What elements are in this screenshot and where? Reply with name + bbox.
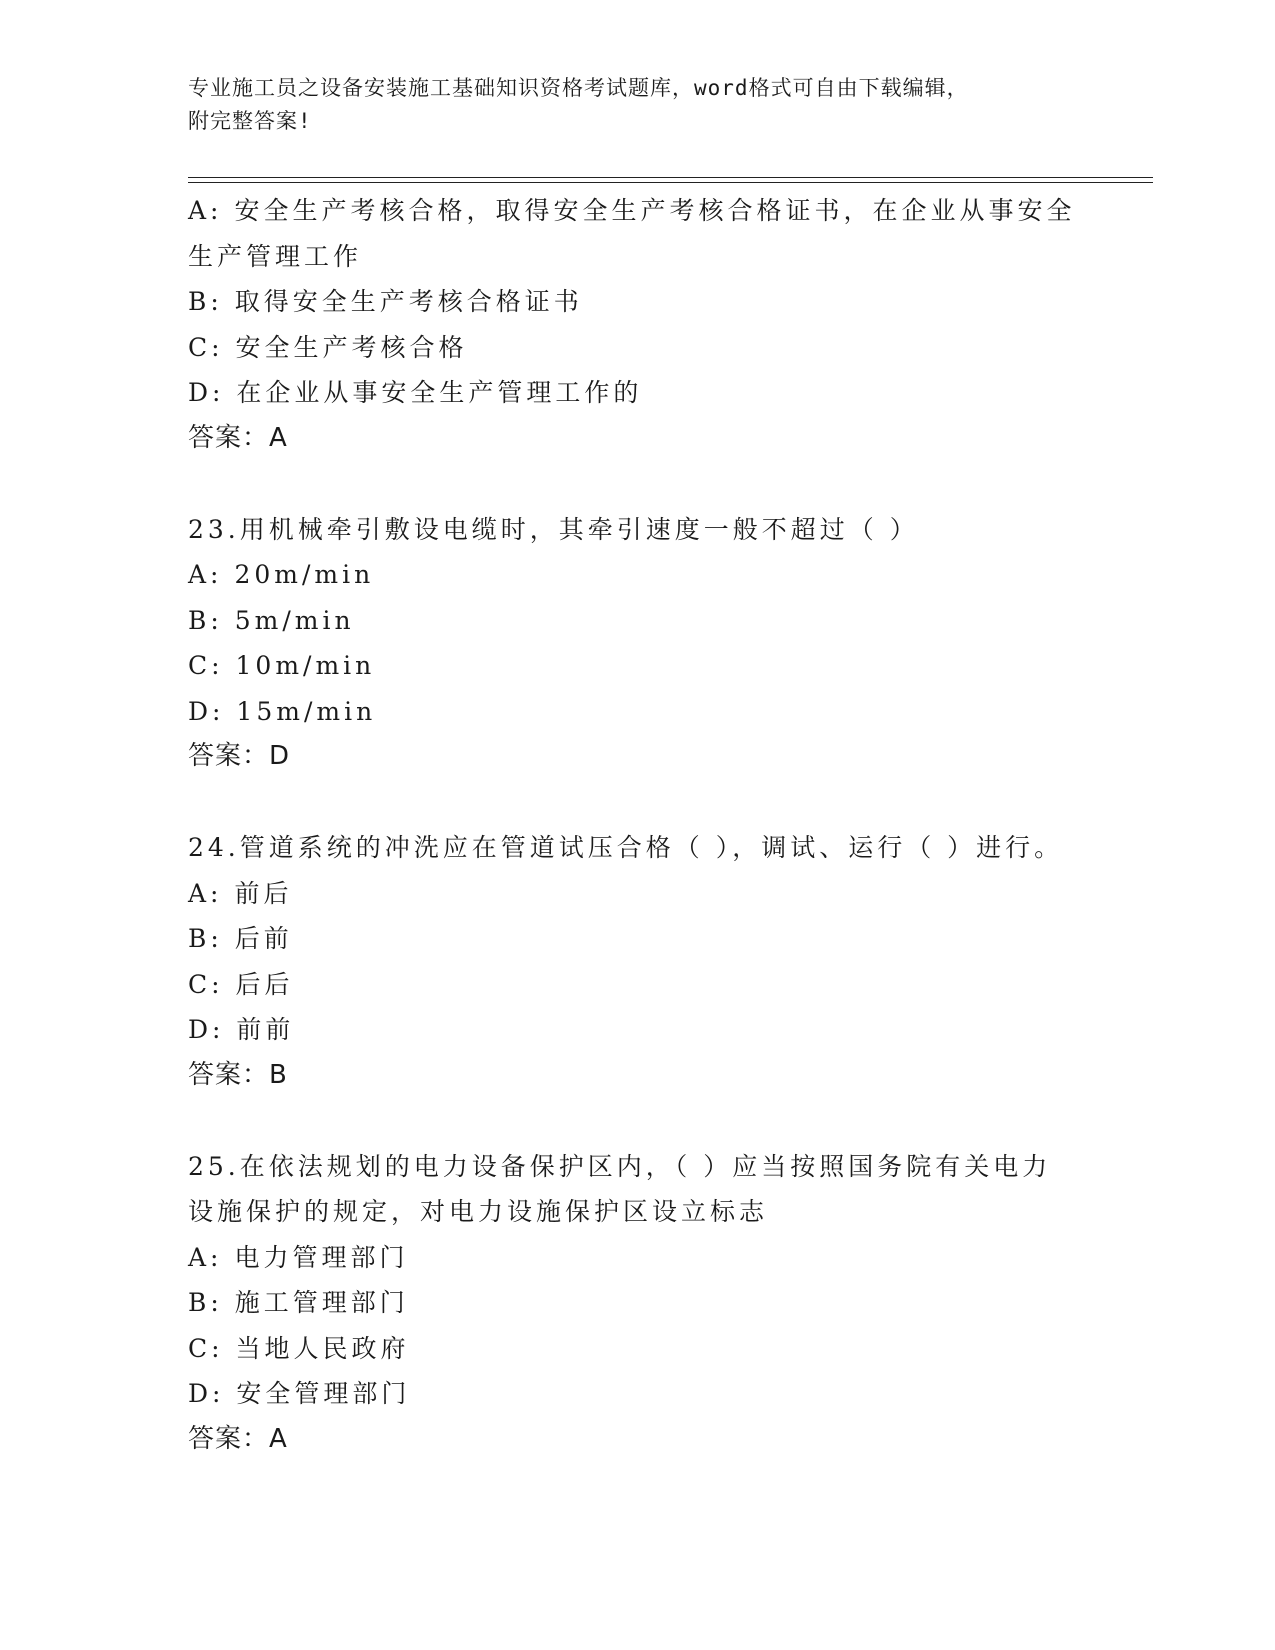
question-stem-continued: 设施保护的规定，对电力设施保护区设立标志: [188, 1197, 769, 1226]
option-text: 10m/min: [235, 651, 376, 680]
option-b: [188, 916, 1108, 962]
spacer: [188, 1098, 1108, 1144]
option-d: [188, 689, 1108, 735]
question-stem: 25.在依法规划的电力设备保护区内，（ ）应当按照国务院有关电力: [188, 1151, 1052, 1181]
option-text: 后前: [234, 924, 293, 953]
option-c: [188, 1326, 1108, 1372]
option-label: D:: [188, 1379, 225, 1408]
spacer: [188, 461, 1108, 507]
option-a: [188, 1235, 1108, 1281]
answer-line: 答案：A: [188, 1423, 288, 1454]
option-label: A:: [188, 196, 223, 225]
option-label: D:: [188, 378, 225, 407]
question-list: [188, 188, 1108, 1462]
option-label: D:: [188, 696, 225, 726]
option-label: B:: [188, 605, 223, 635]
option-a-continued: [188, 234, 1108, 280]
answer-line: 答案：A: [188, 422, 288, 453]
option-text: 取得安全生产考核合格证书: [234, 287, 583, 316]
option-label: A:: [188, 878, 223, 908]
option-label: A:: [188, 1242, 223, 1272]
header-line-2: 附完整答案!: [188, 109, 312, 133]
option-label: C:: [188, 969, 224, 999]
option-d: [188, 1371, 1108, 1417]
answer-line: 答案：D: [188, 741, 291, 771]
option-label: C:: [188, 651, 224, 680]
option-text: 安全生产考核合格，取得安全生产考核合格证书，在企业从事安全: [234, 196, 1076, 225]
option-label: B:: [188, 1288, 223, 1317]
option-d: [188, 1007, 1108, 1053]
option-text: 20m/min: [234, 560, 375, 589]
option-text: 安全管理部门: [236, 1379, 411, 1408]
question-24: [188, 825, 1108, 1098]
option-c: [188, 962, 1108, 1008]
option-c: [188, 325, 1108, 371]
option-c: [188, 643, 1108, 689]
option-text: 15m/min: [236, 696, 377, 726]
prev-question-block: [188, 188, 1108, 461]
option-b: [188, 598, 1108, 644]
option-b: [188, 1280, 1108, 1326]
option-text: 在企业从事安全生产管理工作的: [236, 378, 643, 407]
question-stem: 23.用机械牵引敷设电缆时，其牵引速度一般不超过（ ）: [188, 514, 919, 544]
option-text: 安全生产考核合格: [235, 332, 468, 362]
option-label: D:: [188, 1015, 225, 1044]
spacer: [188, 780, 1108, 826]
option-text-continued: 生产管理工作: [188, 241, 363, 271]
option-text: 前后: [234, 878, 293, 908]
question-25: [188, 1144, 1108, 1463]
option-a: [188, 552, 1108, 598]
option-label: A:: [188, 560, 223, 589]
option-label: C:: [188, 1333, 224, 1363]
option-text: 5m/min: [234, 605, 355, 635]
option-text: 施工管理部门: [234, 1288, 409, 1317]
option-label: B:: [188, 924, 223, 953]
option-text: 后后: [235, 969, 294, 999]
option-text: 当地人民政府: [235, 1333, 410, 1363]
option-text: 前前: [236, 1015, 295, 1044]
header-rule-top: [188, 177, 1153, 178]
question-23: [188, 507, 1108, 780]
option-text: 电力管理部门: [234, 1242, 409, 1272]
answer-line: 答案：B: [188, 1059, 288, 1090]
option-a: [188, 871, 1108, 917]
question-stem: 24.管道系统的冲洗应在管道试压合格（ ），调试、运行（ ）进行。: [188, 833, 1064, 862]
document-header: [188, 72, 1068, 138]
option-label: B:: [188, 287, 223, 316]
option-b: [188, 279, 1108, 325]
option-label: C:: [188, 332, 224, 362]
option-d: [188, 370, 1108, 416]
header-line-1: 专业施工员之设备安装施工基础知识资格考试题库，word格式可自由下载编辑，: [188, 76, 969, 100]
header-rule-bottom: [188, 182, 1153, 183]
option-a: [188, 188, 1108, 234]
